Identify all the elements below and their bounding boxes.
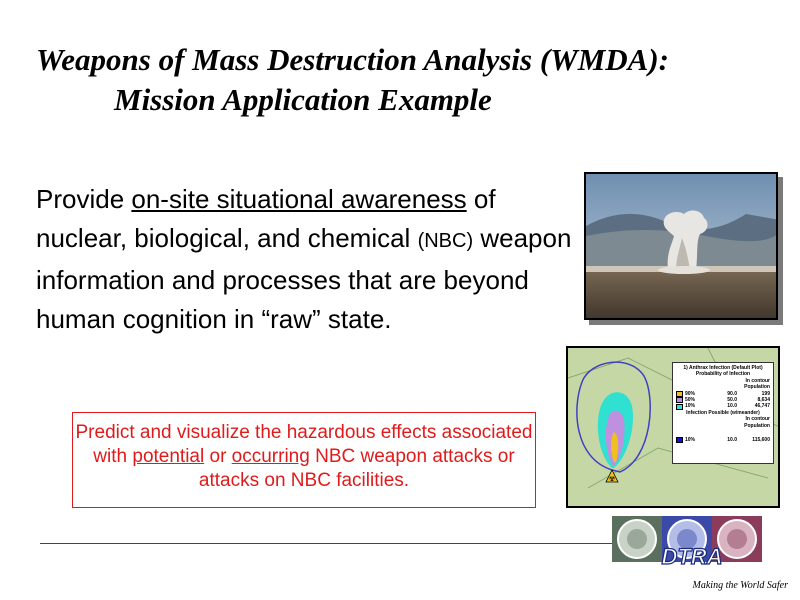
legend-title: 1) Anthrax Infection (Default Plot) (683, 365, 763, 371)
legend-pct: 90% (685, 390, 696, 397)
legend-col2-header-1: In contour (745, 416, 770, 423)
legend-row (676, 437, 770, 443)
statement-text-2: of nuclear, biological, and chemical (36, 184, 496, 253)
legend-pop: 8,634 (757, 397, 770, 404)
callout-occurring: occurring (231, 446, 310, 467)
legend-col-header-1: In contour (745, 377, 770, 384)
title-line-1: Weapons of Mass Destruction Analysis (WMDA): (36, 42, 669, 77)
svg-text:☢: ☢ (608, 475, 616, 483)
statement-text-3: weapon information and processes that are beyond human cognition in “raw” state. (36, 223, 572, 334)
dtra-logo-text: DTRA (661, 544, 723, 569)
statement-underlined: on-site situational awareness (131, 184, 467, 214)
callout-or: or (204, 446, 232, 467)
legend-prob: 10.0 (727, 403, 737, 410)
statement-text-1: Provide (36, 184, 132, 214)
slide-title (36, 40, 796, 120)
legend-pop: 46,747 (754, 403, 770, 410)
legend-prob: 90.0 (727, 390, 737, 397)
legend-pop: 115,600 (752, 437, 770, 444)
legend-col-header-2: Population (744, 384, 770, 391)
callout-text-1: Predict and visualize the hazardous effects associated with (75, 422, 533, 467)
map-legend (672, 362, 774, 464)
legend-row (676, 403, 770, 409)
legend-swatch (676, 437, 683, 443)
callout-potential: potential (132, 446, 205, 467)
title-line-2: Mission Application Example (114, 82, 492, 117)
main-statement (36, 180, 576, 339)
legend-pop: 199 (761, 390, 770, 397)
legend-swatch (676, 404, 683, 410)
legend-subtitle: Probability of Infection (695, 371, 751, 378)
legend-pct: 10% (685, 403, 696, 410)
explosion-photo-graphic (586, 174, 778, 320)
statement-nbc: (NBC) (417, 230, 474, 252)
dtra-logo-graphic (612, 512, 762, 580)
footer-divider (40, 543, 644, 544)
callout-text-2: NBC weapon attacks or attacks on NBC facilities. (198, 446, 515, 491)
legend-pct: 10% (685, 437, 696, 444)
dtra-logo (612, 512, 762, 580)
legend-prob: 10.0 (727, 437, 737, 444)
legend-pct: 50% (685, 397, 696, 404)
logo-tagline: Making the World Safer (692, 580, 788, 591)
legend-section-2: Infection Possible (w/meander) (686, 409, 760, 416)
callout-box (72, 412, 536, 508)
legend-swatch (676, 397, 683, 403)
legend-prob: 50.0 (727, 397, 737, 404)
legend-swatch (676, 391, 683, 397)
explosion-photo (584, 172, 778, 320)
hazard-plume-map (566, 346, 780, 508)
legend-col2-header-2: Population (744, 422, 770, 429)
